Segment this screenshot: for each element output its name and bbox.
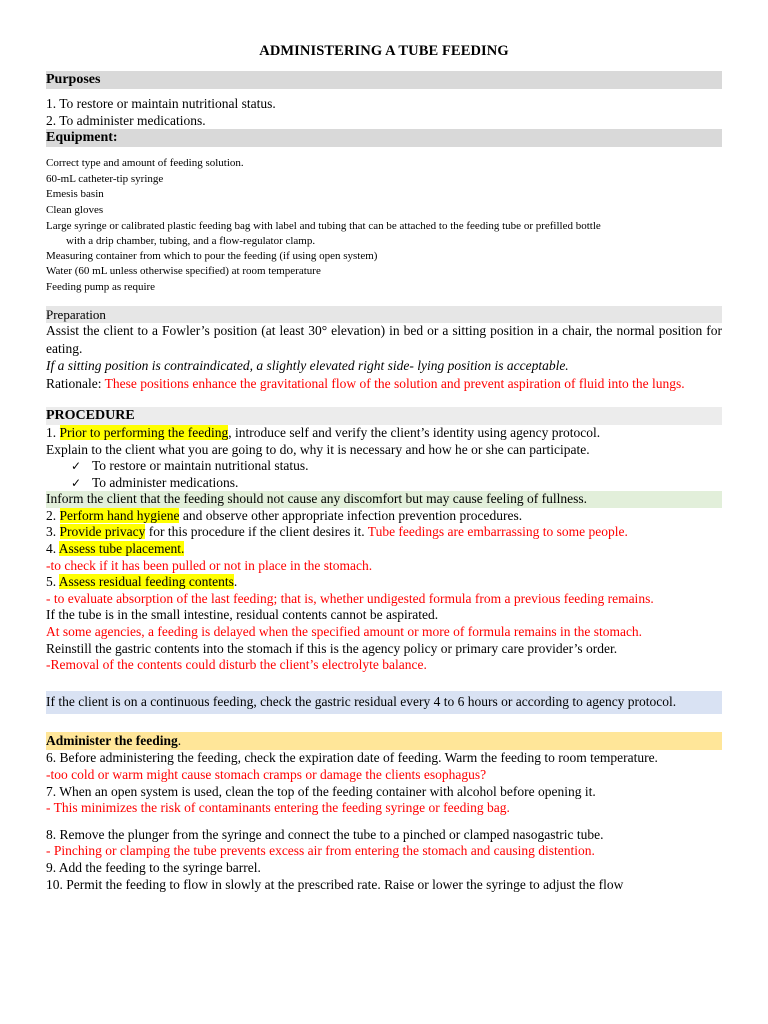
purpose-item: 2. To administer medications. [46,112,206,128]
equipment-item-continuation: with a drip chamber, tubing, and a flow-regulator clamp. [66,235,316,248]
highlight: Assess tube placement. [58,541,185,557]
step-8-rationale: - Pinching or clamping the tube prevents excess air from entering the stomach and causing distention. [46,843,595,859]
highlight: Assess residual feeding contents [58,574,234,590]
procedure-step-5: 5. Assess residual feeding contents. [46,574,238,590]
equipment-item: Feeding pump as require [46,280,156,293]
administer-heading: Administer the feeding. [46,732,722,750]
highlight: Prior to performing the feeding [59,424,229,440]
preparation-step: Assist the client to a Fowler’s position (at least 30° elevation) in bed or a sitting position in a chair, the normal position for eating. [46,322,722,357]
procedure-step-10: 10. Permit the feeding to flow in slowly at the prescribed rate. Raise or lower the syringe to adjust the flow [46,876,624,892]
preparation-heading: Preparation [46,306,722,323]
step-7-rationale: - This minimizes the risk of contaminants entering the feeding syringe or feeding bag. [46,800,510,816]
checklist-item: ✓ To administer medications. [71,474,239,490]
step-5-rationale: - to evaluate absorption of the last feeding; that is, whether undigested formula from a previous feeding remains. [46,590,654,606]
preparation-rationale: Rationale: These positions enhance the gravitational flow of the solution and prevent aspiration of fluid into the lungs. [46,376,685,392]
checkmark-icon: ✓ [71,459,82,474]
equipment-item: 60-mL catheter-tip syringe [46,172,164,185]
document-page [46,40,722,893]
step-5-warning: -Removal of the contents could disturb the client’s electrolyte balance. [46,657,427,673]
procedure-heading: PROCEDURE [46,407,722,425]
procedure-step-2: 2. Perform hand hygiene and observe other appropriate infection prevention procedures. [46,507,523,523]
continuous-feeding-note: If the client is on a continuous feeding, check the gastric residual every 4 to 6 hours or according to agency protocol. [46,691,722,715]
procedure-step-6: 6. Before administering the feeding, check the expiration date of feeding. Warm the feeding to room temperature. [46,750,658,766]
inform-note: Inform the client that the feeding should not cause any discomfort but may cause feeling of fullness. [46,491,722,508]
procedure-step-7: 7. When an open system is used, clean the top of the feeding container with alcohol before opening it. [46,783,596,799]
procedure-step-4: 4. Assess tube placement. [46,541,185,557]
procedure-step-8: 8. Remove the plunger from the syringe and connect the tube to a pinched or clamped nasogastric tube. [46,826,604,842]
procedure-step-3: 3. Provide privacy for this procedure if the client desires it. Tube feedings are embarrassing to some people. [46,524,628,540]
highlight: Provide privacy [59,524,146,540]
highlight: Perform hand hygiene [59,507,180,523]
equipment-item: Emesis basin [46,188,104,201]
equipment-item: Measuring container from which to pour the feeding (if using open system) [46,249,378,262]
step-5-note: If the tube is in the small intestine, residual contents cannot be aspirated. [46,607,439,623]
equipment-item: Clean gloves [46,203,104,216]
step-5-delay-note: At some agencies, a feeding is delayed when the specified amount or more of formula remains in the stomach. [46,624,643,640]
equipment-list [46,156,722,295]
procedure-step-1: 1. Prior to performing the feeding, introduce self and verify the client’s identity using agency protocol. [46,424,601,440]
equipment-heading: Equipment: [46,129,722,147]
checklist-item: ✓ To restore or maintain nutritional status. [71,458,309,474]
document-title: ADMINISTERING A TUBE FEEDING [259,43,509,59]
procedure-explain: Explain to the client what you are going to do, why it is necessary and how he or she can participate. [46,441,590,457]
purposes-heading: Purposes [46,71,722,89]
equipment-item: Large syringe or calibrated plastic feeding bag with label and tubing that can be attached to the feeding tube or prefilled bottle [46,219,601,232]
purpose-item: 1. To restore or maintain nutritional status. [46,96,276,111]
checkmark-icon: ✓ [71,475,82,490]
preparation-alternative: If a sitting position is contraindicated, a slightly elevated right side- lying position is acceptable. [46,357,569,373]
step-5-reinstill: Reinstill the gastric contents into the stomach if this is the agency policy or primary care provider’s order. [46,640,618,656]
procedure-step-9: 9. Add the feeding to the syringe barrel. [46,859,261,875]
equipment-item: Correct type and amount of feeding solution. [46,157,244,170]
step-6-rationale: -too cold or warm might cause stomach cramps or damage the clients esophagus? [46,767,487,782]
equipment-item: Water (60 mL unless otherwise specified) at room temperature [46,265,321,278]
step-4-rationale: -to check if it has been pulled or not in place in the stomach. [46,557,373,573]
